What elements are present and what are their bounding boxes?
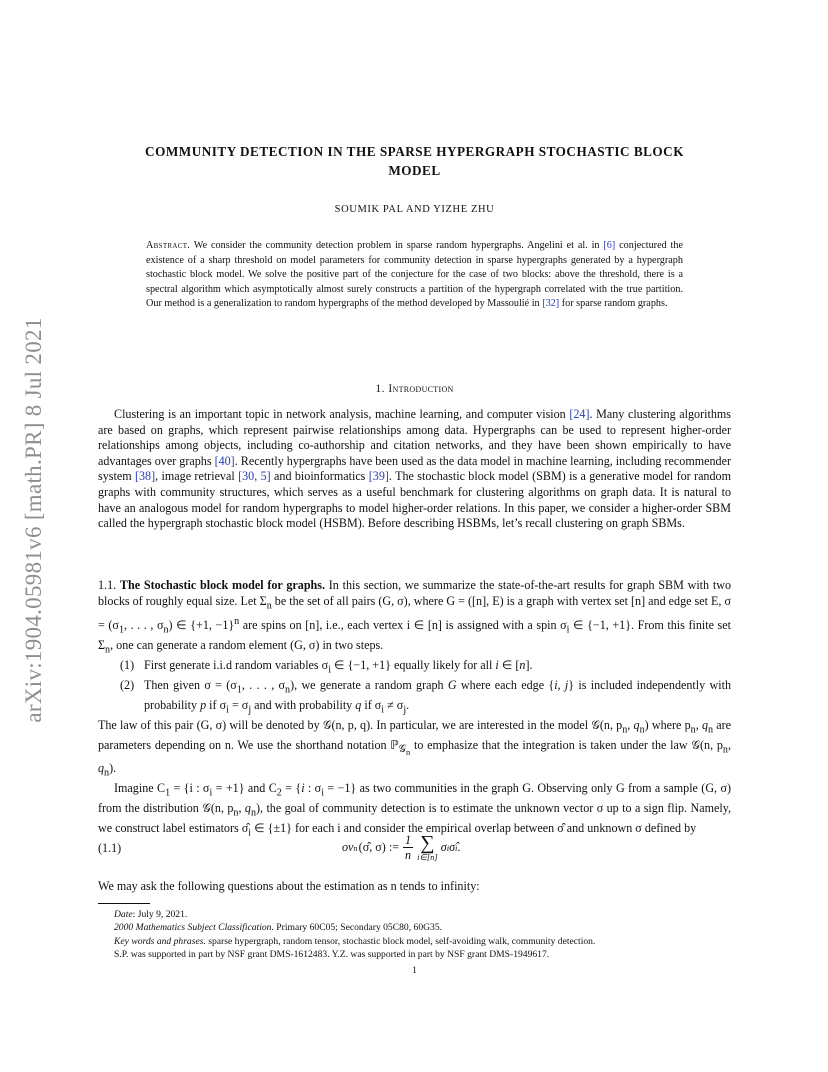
footnote-keywords [98, 935, 731, 948]
citation-link[interactable]: [40] [214, 453, 235, 468]
footnote-msc [98, 921, 731, 934]
equation-number: (1.1) [98, 841, 122, 855]
citation-link[interactable]: [30, 5] [238, 469, 271, 484]
text: , . . . , σ [123, 617, 164, 632]
text: and bioinformatics [270, 469, 369, 484]
text: ∈ {−1, +1}. From this finite set Σ [98, 617, 731, 652]
list-item: (2) Then given $\sigma = (\sigma_1$, . . . , $\sigma_n$), we generate a random graph G where each edge {i, j} is included independently with probability p if $\sigma_i = \sigma_j$ and with probability q if $\sigma_i \ne \sigma_j$. [120, 677, 732, 716]
text: : July 9, 2021. [132, 909, 188, 920]
text: ) where p [644, 717, 691, 732]
title-line-2: MODEL [388, 163, 441, 178]
law-paragraph: The law of this pair (G, σ) will be denoted by 𝒢(n, p, q). In particular, we are interested in the model 𝒢(n, $p_n$, $q_n$) where $p_n$, $q_n$ are parameters depending on n. We use the shorthand notation ℙ$_{𝒢_n}$ to emphasize that the integration is taken under the law 𝒢(n, $p_n$, $q_n$). [98, 717, 732, 779]
intro-paragraph [98, 407, 731, 532]
sigma-symbol: ∑ [420, 832, 435, 854]
text: are spins on [n], i.e., each vertex i ∈ [n] is assigned with a spin σ [239, 617, 567, 632]
arxiv-id: arXiv:1904.05981v6 [math.PR] 8 Jul 2021 [21, 317, 46, 723]
equation-fraction [403, 834, 413, 862]
text: = −1} as two communities in the graph G. Observing only G from a sample (G, σ) from the distribution 𝒢(n, p [98, 780, 731, 815]
footnote-label: Date [114, 909, 133, 920]
text: The law of this pair (G, σ) will be denoted by 𝒢(n, p, q). In particular, we are interested in the model 𝒢(n, p [98, 717, 623, 732]
citation-link[interactable]: [38] [134, 469, 156, 484]
footnotes [98, 908, 731, 962]
text: . Many clustering algorithms are based on graphs, which represent pairwise relationships among data. Hypergraphs can be used to represent higher-order relationships among objects, including co-authorship and citation networks, and they have been shown empirically to have advantages over graphs [98, 407, 731, 468]
section-title: Introduction [388, 383, 454, 395]
subsection-paragraph: 1.1. The Stochastic block model for graphs. In this section, we summarize the state-of-the-art results for graph SBM with two blocks of roughly equal size. Let $\Sigma_n$ be the set of all pairs (G, σ), where G = ([n], E) is a graph with vertex set [n] and edge set E, $\sigma = (\sigma_1$, . . . , $\sigma_n$) ∈ {+1, −1}$^n$ are spins on [n], i.e., each vertex i ∈ [n] is assigned with a spin $\sigma_i$ ∈ {−1, +1}. From this finite set $\Sigma_n$, one can generate a random element (G, σ) in two steps. [98, 578, 731, 656]
imagine-paragraph: Imagine $C_1 = \{i$ : $\sigma_i = +1$} and $C_2 = \{i$ : $\sigma_i = -1$} as two communities in the graph G. Observing only G from a sample (G, σ) from the distribution 𝒢(n, $p_n$, $q_n$), the goal of community detection is to estimate the unknown vector σ up to a sign flip. Namely, we construct label estimators $\sigmâ_i$ ∈ {±1} for each i and consider the empirical overlap between σ̂ and unknown σ defined by [98, 780, 732, 839]
text: ) ∈ {+1, −1} [168, 617, 235, 632]
summation [417, 833, 438, 862]
text: are parameters depending on n. We use the shorthand notation ℙ [98, 717, 732, 752]
list-number: (1) [120, 657, 135, 672]
abstract-label: Abstract. [146, 240, 191, 251]
list-item: (1) First generate i.i.d random variables $\sigma_i$ ∈ {−1, +1} equally likely for all i ∈ [n]. [120, 657, 533, 676]
abstract-text-c: for sparse random graphs. [559, 298, 668, 310]
subsection-title: The Stochastic block model for graphs. [119, 578, 325, 592]
title-line-1: COMMUNITY DETECTION IN THE SPARSE HYPERGRAPH STOCHASTIC BLOCK [145, 144, 684, 159]
fraction-denominator: n [405, 847, 412, 862]
citation-link[interactable]: [24] [569, 407, 590, 421]
paper-title [98, 142, 731, 180]
footnote-label: Key words and phrases. [114, 935, 206, 947]
text: ), the goal of community detection is to estimate the unknown vector σ up to a sign flip. Namely, we construct label estimators σ̂ [98, 800, 732, 835]
equation-lhs-args: (σ̂, σ) := [358, 840, 400, 854]
footnote-rule [98, 903, 150, 904]
section-heading [98, 383, 731, 395]
fraction-numerator: 1 [405, 832, 412, 847]
steps-list [98, 658, 731, 718]
text: to emphasize that the integration is taken under the law 𝒢(n, p [410, 737, 723, 752]
footnote-support: S.P. was supported in part by NSF grant DMS-1612483. Y.Z. was supported in part by NSF grant DMS-1949617. [114, 949, 550, 961]
equation-1-1 [98, 833, 731, 869]
text: = {i : σ [170, 780, 210, 795]
citation-link[interactable]: [6] [603, 240, 616, 251]
subsection-body [98, 578, 731, 841]
text: Imagine C [114, 780, 166, 795]
text: First generate i.i.d random variables σ [144, 657, 329, 672]
text: ∈ {±1} for each i and consider the empirical overlap between σ̂ and unknown σ defined by [251, 820, 697, 835]
list-number: (2) [120, 677, 135, 692]
equation-lhs: ov [342, 840, 354, 854]
text: . The stochastic block model (SBM) is a generative model for random graphs with community structures, which serves as a useful benchmark for clustering algorithms on graph data. It is natural to have an analogous model for random hypergraphs to model higher-order relations. In this paper, we consider a higher-order SBM called the hypergraph stochastic block model (HSBM). Before describing HSBMs, let’s recall clustering on graph SBMs. [98, 469, 731, 531]
abstract [146, 239, 683, 312]
equation-summand: σ [440, 840, 447, 854]
text: be the set of all pairs (G, σ), where G = ([n], E) is a graph with vertex set [n] and edge set E, σ = (σ [98, 593, 731, 632]
footnote-date [98, 908, 731, 921]
text: , one can generate a random element (G, σ) in two steps. [110, 637, 384, 652]
text: . Recently hypergraphs have been used as the data model in machine learning, including recommender system [98, 453, 731, 484]
abstract-text-a: We consider the community detection problem in sparse random hypergraphs. Angelini et al. in [190, 240, 604, 251]
final-line: We may ask the following questions about the estimation as n tends to infinity: [98, 879, 480, 893]
text: Primary 60C05; Secondary 05C80, 60G35. [273, 922, 443, 934]
section-number: 1. [375, 383, 386, 395]
text: sparse hypergraph, random tensor, stochastic block model, self-avoiding walk, community detection. [205, 935, 596, 947]
text: In this section, we summarize the state-of-the-art results for graph SBM with two blocks of roughly equal size. Let Σ [98, 578, 731, 608]
page-number: 1 [412, 965, 417, 976]
authors: SOUMIK PAL AND YIZHE ZHU [334, 204, 495, 215]
text: , image retrieval [155, 469, 239, 484]
text: = +1} and C [212, 780, 277, 795]
citation-link[interactable]: [39] [368, 469, 389, 484]
summation-index: i∈[n] [417, 852, 438, 862]
footnote-label: 2000 Mathematics Subject Classification. [114, 922, 274, 934]
equation-formula: ov n (σ̂, σ) := $\frac{1}{n}$ ∑ i∈[n] σ i σ̂ i . [342, 832, 461, 862]
text: Clustering is an important topic in network analysis, machine learning, and computer vision [114, 407, 570, 421]
abstract-text-b: conjectured the existence of a sharp threshold on model parameters for community detection in sparse hypergraphs generated by a hypergraph stochastic block model. We solve the positive part of the conjecture for the case of two blocks: above the threshold, there is a spectral algorithm which asymptotically almost surely constructs a partition of the hypergraph correlated with the true partition. Our method is a generalization to random hypergraphs of the method developed by Massoulié in [146, 240, 683, 310]
text: Then given σ = (σ [144, 677, 237, 692]
subsection-number: 1.1. [98, 578, 117, 592]
citation-link[interactable]: [32] [542, 298, 560, 310]
arxiv-stamp [14, 280, 54, 760]
